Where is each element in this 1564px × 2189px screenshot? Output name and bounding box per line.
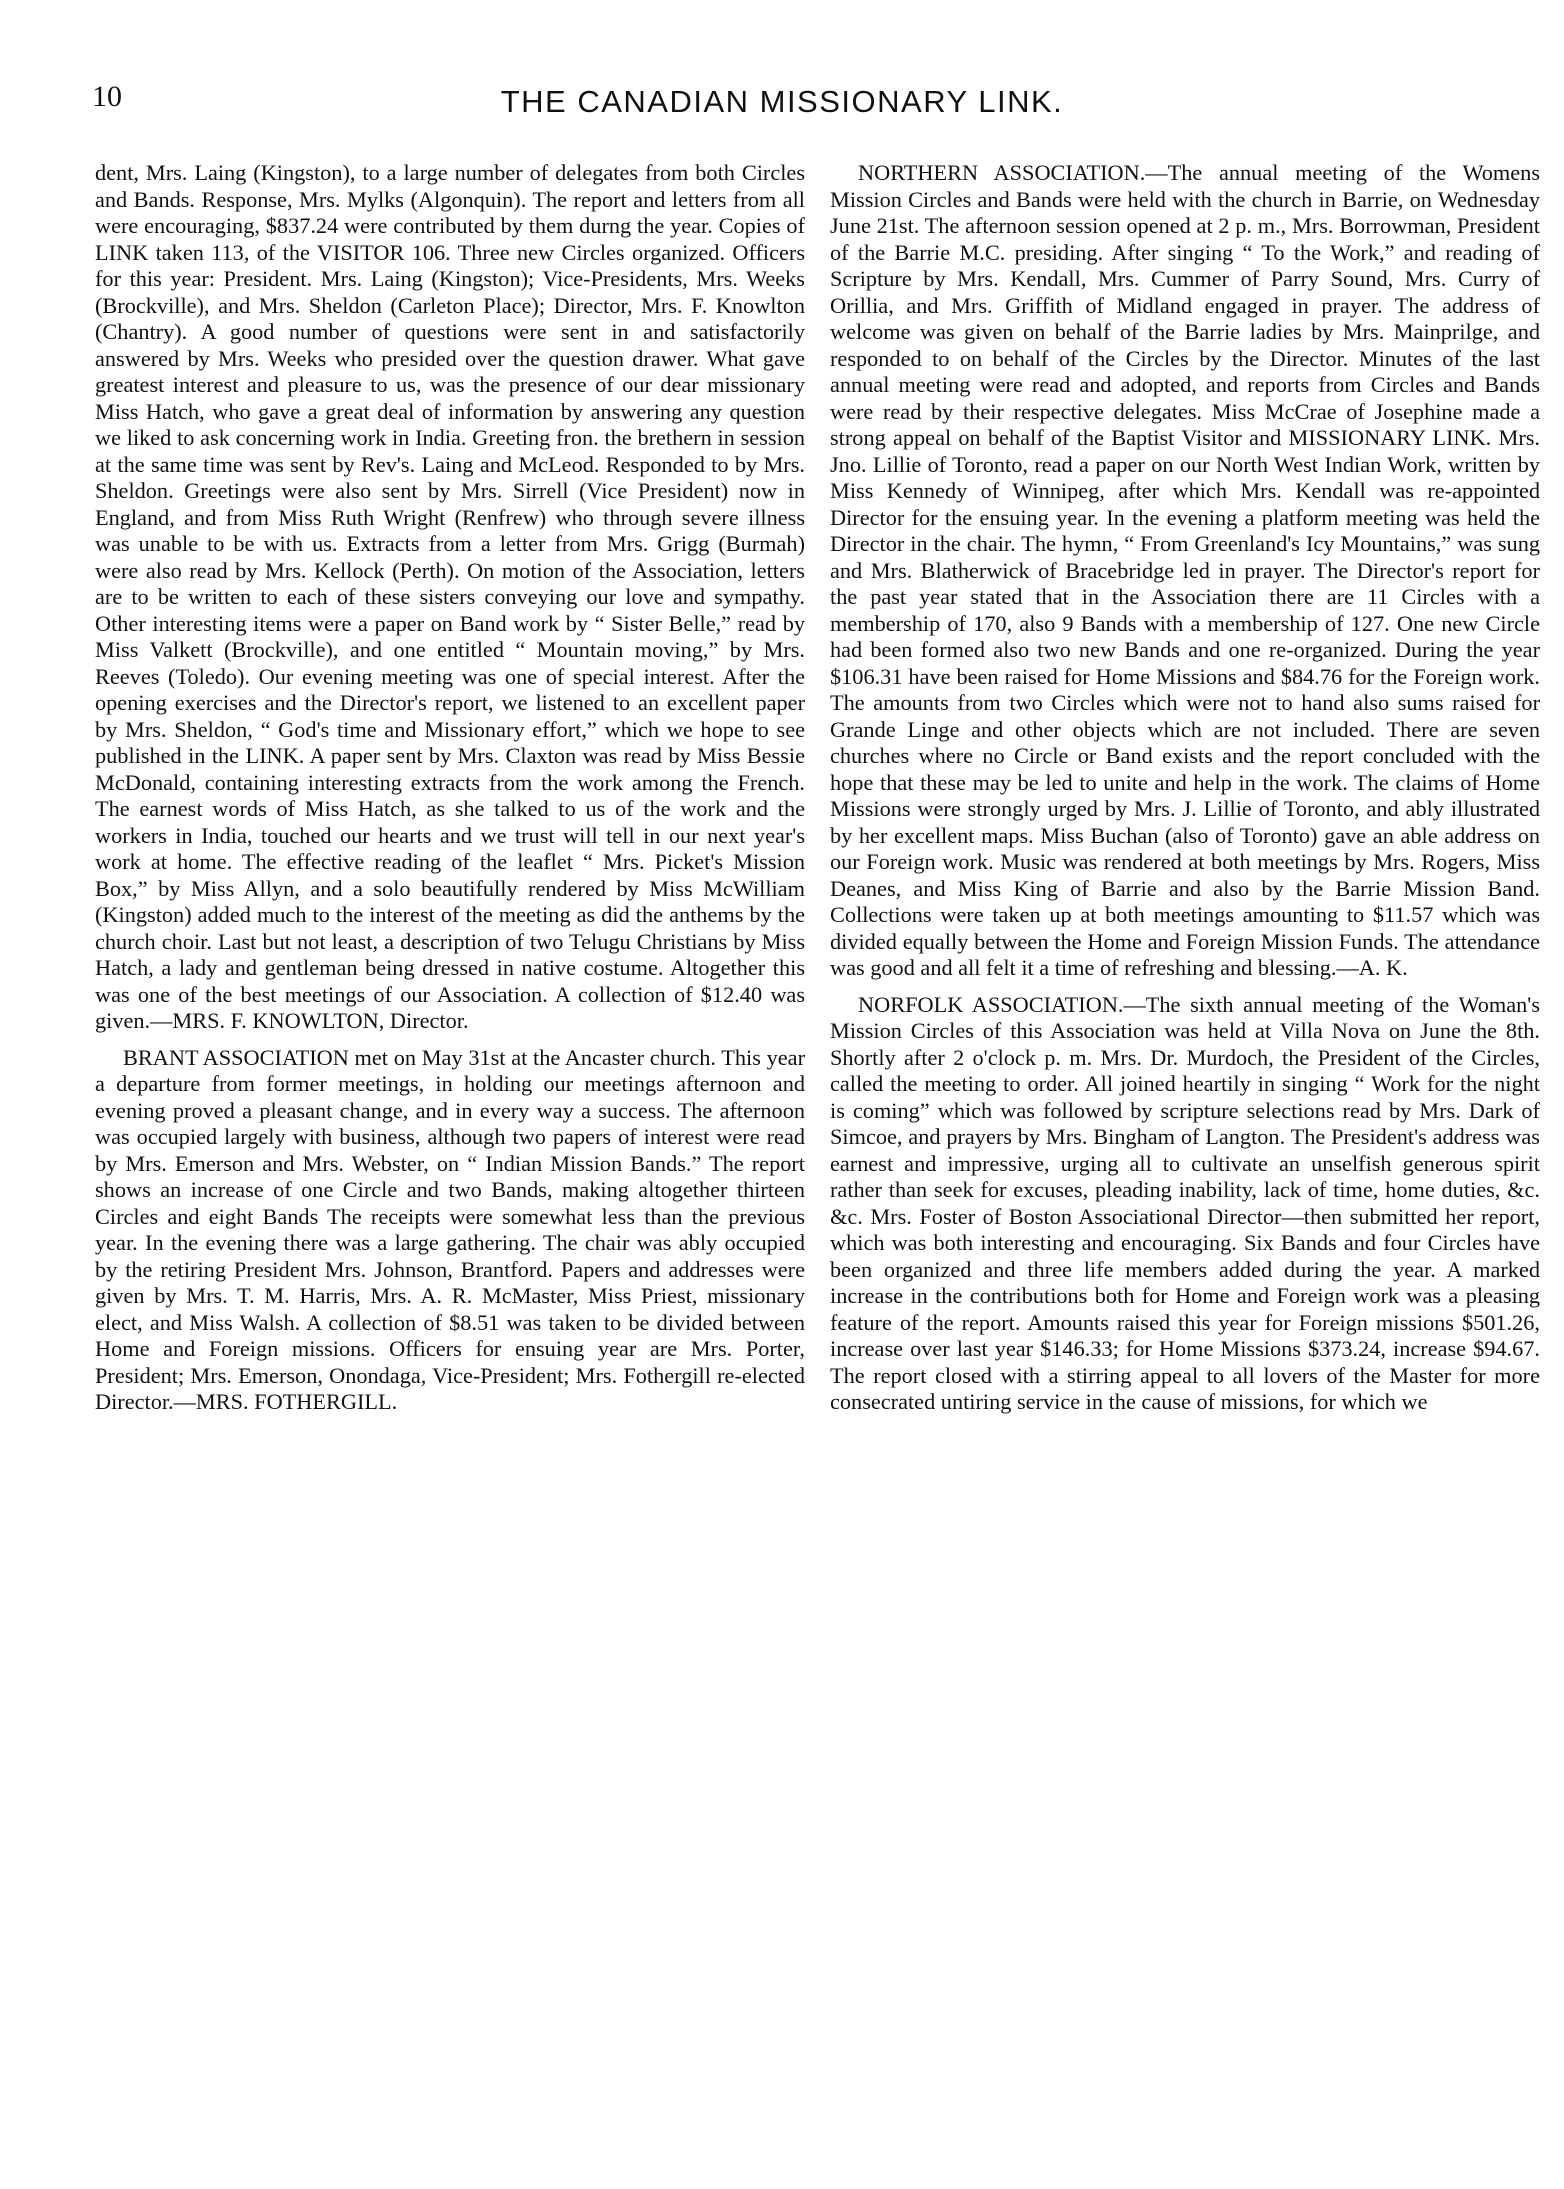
paragraph-norfolk-association: NORFOLK ASSOCIATION.—The sixth annual meeting of the Woman's Mission Circles of this Association was held at Villa Nova on June the 8th. Shortly after 2 o'clock p. m. Mrs. Dr. Murdoch, the President of the Circles, called the meeting to order. All joined heartily in singing “ Work for the night is coming” which was followed by scripture selections read by Mrs. Dark of Simcoe, and prayers by Mrs. Bingham of Langton. The President's address was earnest and impressive, urging all to cultivate an unselfish generous spirit rather than seek for excuses, pleading inability, lack of time, home duties, &c. &c. Mrs. Foster of Boston Associational Director—then submitted her report, which was both interesting and encouraging. Six Bands and four Circles have been organized and three life members added during the year. A marked increase in the contributions both for Home and Foreign work was a pleasing feature of the report. Amounts raised this year for Foreign missions $501.26, increase over last year $146.33; for Home Missions $373.24, increase $94.67. The report closed with a stirring appeal to all lovers of the Master for more consecrated untiring service in the cause of missions, for which we (830, 991, 1540, 1414)
paragraph-brant-association: BRANT ASSOCIATION met on May 31st at the Ancaster church. This year a departure from former meetings, in holding our meetings afternoon and evening proved a pleasant change, and in every way a success. The afternoon was occupied largely with business, although two papers of interest were read by Mrs. Emerson and Mrs. Webster, on “ Indian Mission Bands.” The report shows an increase of one Circle and two Bands, making altogether thirteen Circles and eight Bands The receipts were somewhat less than the previous year. In the evening there was a large gathering. The chair was ably occupied by the retiring President Mrs. Johnson, Brantford. Papers and addresses were given by Mrs. T. M. Harris, Mrs. A. R. McMaster, Miss Priest, missionary elect, and Miss Walsh. A collection of $8.51 was taken to be divided between Home and Foreign missions. Officers for ensuing year are Mrs. Porter, President; Mrs. Emerson, Onondaga, Vice-President; Mrs. Fothergill re-elected Director.—MRS. FOTHERGILL. (95, 1044, 805, 1414)
paragraph-northern-association: NORTHERN ASSOCIATION.—The annual meeting of the Womens Mission Circles and Bands were held with the church in Barrie, on Wednesday June 21st. The afternoon session opened at 2 p. m., Mrs. Borrowman, President of the Barrie M.C. presiding. After singing “ To the Work,” and reading of Scripture by Mrs. Kendall, Mrs. Cummer of Parry Sound, Mrs. Curry of Orillia, and Mrs. Griffith of Midland engaged in prayer. The address of welcome was given on behalf of the Barrie ladies by Mrs. Mainprilge, and responded to on behalf of the Circles by the Director. Minutes of the last annual meeting were read and adopted, and reports from Circles and Bands were read by their respective delegates. Miss McCrae of Josephine made a strong appeal on behalf of the Baptist Visitor and MISSIONARY LINK. Mrs. Jno. Lillie of Toronto, read a paper on our North West Indian Work, written by Miss Kennedy of Winnipeg, after which Mrs. Kendall was re-appointed Director for the ensuing year. In the evening a platform meeting was held the Director in the chair. The hymn, “ From Greenland's Icy Mountains,” was sung and Mrs. Blatherwick of Bracebridge led in prayer. The Director's report for the past year stated that in the Association there are 11 Circles with a membership of 170, also 9 Bands with a membership of 127. One new Circle had been formed also two new Bands and one re-organized. During the year $106.31 have been raised for Home Missions and $84.76 for the Foreign work. The amounts from two Circles which were not to hand also sums raised for Grande Linge and other objects which are not included. There are seven churches where no Circle or Band exists and the report concluded with the hope that these may be led to unite and help in the work. The claims of Home Missions were strongly urged by Mrs. J. Lillie of Toronto, and ably illustrated by her excellent maps. Miss Buchan (also of Toronto) gave an able address on our Foreign work. Music was rendered at both meetings by Mrs. Rogers, Miss Deanes, and Miss King of Barrie and also by the Barrie Mission Band. Collections were taken up at both meetings amounting to $11.57 which was divided equally between the Home and Foreign Mission Funds. The attendance was good and all felt it a time of refreshing and blessing.—A. K. (830, 160, 1540, 980)
paragraph-continued-report: dent, Mrs. Laing (Kingston), to a large number of delegates from both Circles and Bands. Response, Mrs. Mylks (Algonquin). The report and letters from all were encouraging, $837.24 were contributed by them durng the year. Copies of LINK taken 113, of the VISITOR 106. Three new Circles organized. Officers for this year: President. Mrs. Laing (Kingston); Vice-Presidents, Mrs. Weeks (Brockville), and Mrs. Sheldon (Carleton Place); Director, Mrs. F. Knowlton (Chantry). A good number of questions were sent in and satisfactorily answered by Mrs. Weeks who presided over the question drawer. What gave greatest interest and pleasure to us, was the presence of our dear missionary Miss Hatch, who gave a great deal of information by answering any question we liked to ask concerning work in India. Greeting fron. the brethern in session at the same time was sent by Rev's. Laing and McLeod. Responded to by Mrs. Sheldon. Greetings were also sent by Mrs. Sirrell (Vice President) now in England, and from Miss Ruth Wright (Renfrew) who through severe illness was unable to be with us. Extracts from a letter from Mrs. Grigg (Burmah) were also read by Mrs. Kellock (Perth). On motion of the Association, letters are to be written to each of these sisters conveying our love and sympathy. Other interesting items were a paper on Band work by “ Sister Belle,” read by Miss Valkett (Brockville), and one entitled “ Mountain moving,” by Mrs. Reeves (Toledo). Our evening meeting was one of special interest. After the opening exercises and the Director's report, we listened to an excellent paper by Mrs. Sheldon, “ God's time and Missionary effort,” which we hope to see published in the LINK. A paper sent by Mrs. Claxton was read by Miss Bessie McDonald, containing interesting extracts from the work among the French. The earnest words of Miss Hatch, as she talked to us of the work and the workers in India, touched our hearts and we trust will tell in our next year's work at home. The effective reading of the leaflet “ Mrs. Picket's Mission Box,” by Miss Allyn, and a solo beautifully rendered by Miss McWilliam (Kingston) added much to the interest of the meeting as did the anthems by the church choir. Last but not least, a description of two Telugu Christians by Miss Hatch, a lady and gentleman being dressed in native costume. Altogether this was one of the best meetings of our Association. A collection of $12.40 was given.—MRS. F. KNOWLTON, Director. (95, 160, 805, 1033)
page-number: 10 (92, 80, 122, 113)
running-head-title: THE CANADIAN MISSIONARY LINK. (500, 84, 1064, 119)
right-column (830, 160, 1540, 1426)
left-column (95, 160, 805, 1426)
